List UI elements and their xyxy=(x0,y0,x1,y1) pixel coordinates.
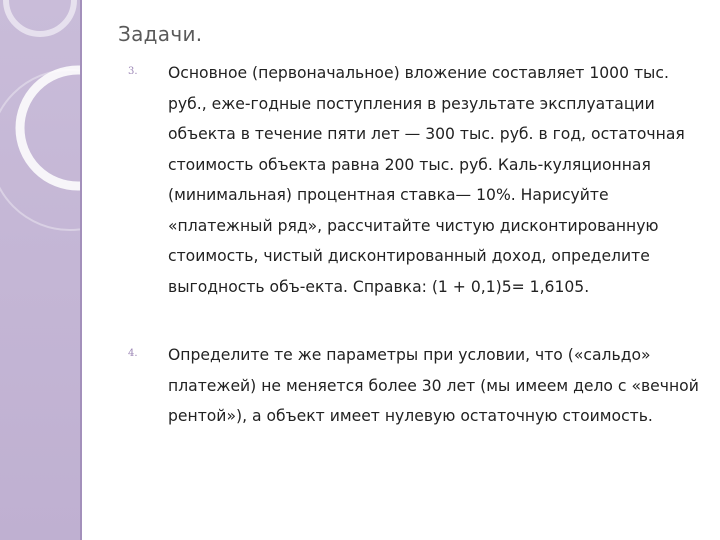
decorative-rings-graphic xyxy=(0,0,80,540)
task-text: Основное (первоначальное) вложение составляет 1000 тыс. руб., еже-годные поступления в результате эксплуатации объекта в течение пяти лет — 300 тыс. руб. в год, остаточная стоимость объекта равна 200 тыс. руб. Каль-куляционная (минимальная) процентная ставка— 10%. Нарисуйте «платежный ряд», рассчитайте чистую дисконтированную стоимость, чистый дисконтированный доход, определите выгодность объ-екта. Справка: (1 + 0,1)5= 1,6105. xyxy=(168,64,685,296)
task-number: 4. xyxy=(128,348,138,359)
decorative-sidebar xyxy=(0,0,80,540)
task-text: Определите те же параметры при условии, что («сальдо» платежей) не меняется более 30 лет (мы имеем дело с «вечной рентой»), а объект имеет нулевую остаточную стоимость. xyxy=(168,346,699,425)
sidebar-divider xyxy=(80,0,82,540)
slide-title: Задачи. xyxy=(118,22,203,46)
task-number: 3. xyxy=(128,66,138,77)
